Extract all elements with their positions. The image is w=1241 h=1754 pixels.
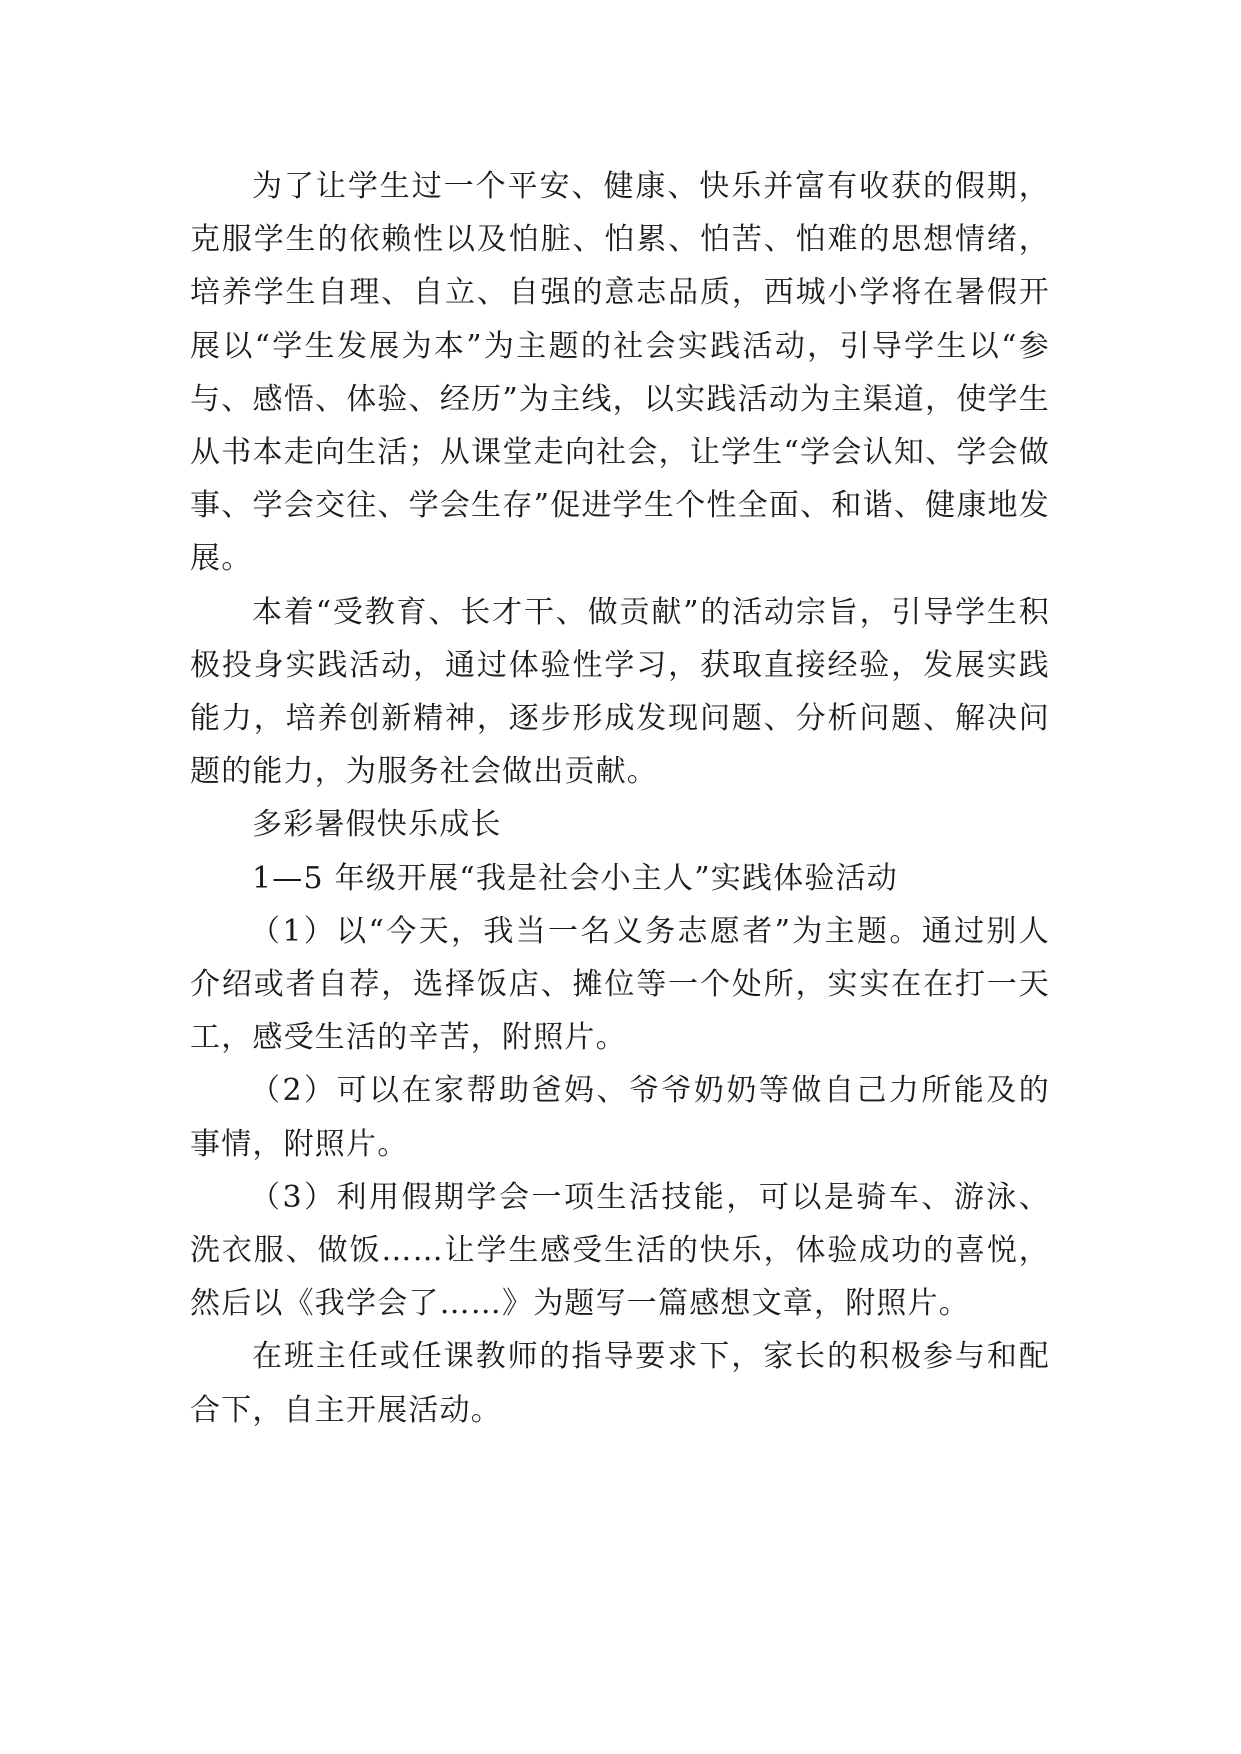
intro-paragraph: 为了让学生过一个平安、健康、快乐并富有收获的假期，克服学生的依赖性以及怕脏、怕累、怕苦、怕难的思想情绪，培养学生自理、自立、自强的意志品质，西城小学将在暑假开展以“学生发展为本”为主题的社会实践活动，引导学生以“参与、感悟、体验、经历”为主线，以实践活动为主渠道，使学生从书本走向生活；从课堂走向社会，让学生“学会认知、学会做事、学会交往、学会生存”促进学生个性全面、和谐、健康地发展。 [190,169,1050,577]
purpose-paragraph: 本着“受教育、长才干、做贡献”的活动宗旨，引导学生积极投身实践活动，通过体验性学习，获取直接经验，发展实践能力，培养创新精神，逐步形成发现问题、分析问题、解决问题的能力，为服务社会做出贡献。 [190,594,1050,790]
activity-item-1: （1）以“今天，我当一名义务志愿者”为主题。通过别人介绍或者自荐，选择饭店、摊位等一个处所，实实在在打一天工，感受生活的辛苦，附照片。 [190,913,1050,1056]
section-heading: 多彩暑假快乐成长 [252,807,502,843]
activity-heading: 1—5 年级开展“我是社会小主人”实践体验活动 [252,860,898,896]
closing-paragraph: 在班主任或任课教师的指导要求下，家长的积极参与和配合下，自主开展活动。 [190,1339,1050,1428]
document-body [190,160,1050,1437]
activity-item-2: （2）可以在家帮助爸妈、爷爷奶奶等做自己力所能及的事情，附照片。 [190,1073,1050,1162]
activity-item-3: （3）利用假期学会一项生活技能，可以是骑车、游泳、洗衣服、做饭……让学生感受生活的快乐，体验成功的喜悦，然后以《我学会了……》为题写一篇感想文章，附照片。 [190,1179,1050,1322]
